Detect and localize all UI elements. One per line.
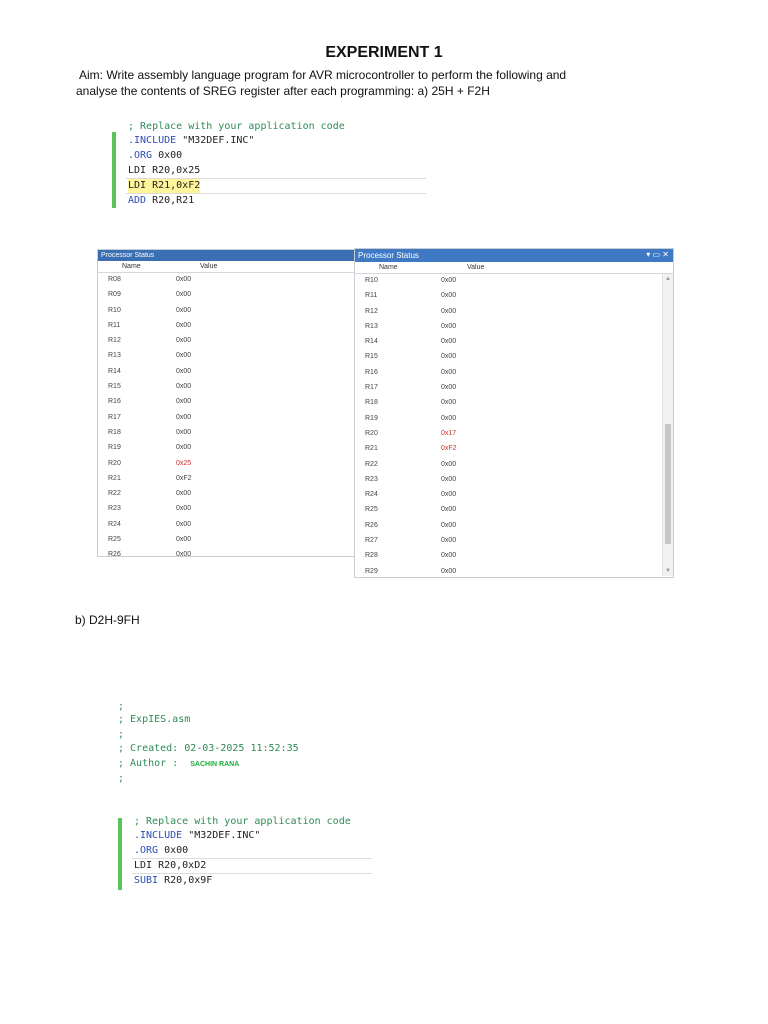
org-arg: 0x00 bbox=[158, 845, 189, 856]
register-row bbox=[98, 304, 360, 319]
register-name: R08 bbox=[108, 276, 121, 283]
register-value: 0x00 bbox=[441, 368, 457, 376]
column-header bbox=[355, 262, 673, 274]
register-value: 0x00 bbox=[176, 352, 192, 360]
author-prefix: ; Author : bbox=[118, 758, 191, 769]
register-row bbox=[98, 502, 360, 517]
register-name: R23 bbox=[365, 475, 378, 483]
register-row bbox=[98, 487, 360, 502]
register-row bbox=[355, 473, 673, 488]
subi-arg: R20,0x9F bbox=[158, 875, 213, 886]
register-value: 0x00 bbox=[176, 276, 192, 283]
scrollbar-thumb[interactable] bbox=[665, 424, 671, 544]
register-value: 0x00 bbox=[176, 444, 192, 452]
register-value: 0x00 bbox=[441, 338, 457, 346]
register-row bbox=[355, 534, 673, 549]
register-name: R10 bbox=[108, 306, 121, 314]
register-name: R23 bbox=[108, 505, 121, 513]
code-change-bar bbox=[118, 818, 122, 890]
register-row bbox=[355, 503, 673, 518]
code-ldi-line-2: LDI R21,0xF2 bbox=[128, 180, 201, 191]
register-row bbox=[98, 380, 360, 395]
register-name: R13 bbox=[365, 322, 378, 330]
register-row bbox=[355, 488, 673, 503]
register-name: R28 bbox=[365, 552, 378, 560]
vertical-scrollbar[interactable] bbox=[662, 274, 673, 576]
code-header-block bbox=[118, 700, 358, 790]
column-header bbox=[98, 261, 360, 273]
register-value: 0xF2 bbox=[441, 445, 457, 453]
code-add-line bbox=[128, 194, 194, 208]
org-arg: 0x00 bbox=[152, 150, 183, 161]
register-name: R15 bbox=[365, 353, 378, 361]
author-name: SACHIN RANA bbox=[190, 761, 240, 768]
register-name: R10 bbox=[365, 277, 378, 284]
register-value: 0x00 bbox=[176, 551, 192, 557]
register-row bbox=[98, 319, 360, 334]
register-value: 0x00 bbox=[441, 567, 457, 575]
register-name: R21 bbox=[108, 474, 121, 482]
subheading-b: b) D2H-9FH bbox=[75, 613, 140, 627]
register-value: 0x17 bbox=[441, 429, 457, 437]
page-title: EXPERIMENT 1 bbox=[325, 44, 443, 61]
col-name: Name bbox=[379, 264, 398, 271]
register-row bbox=[355, 565, 673, 578]
code-comment: ; Replace with your application code bbox=[134, 816, 351, 827]
include-directive: .INCLUDE bbox=[128, 135, 177, 146]
include-arg: "M32DEF.INC" bbox=[182, 830, 261, 841]
register-name: R14 bbox=[365, 338, 378, 346]
code-subi-line bbox=[134, 874, 212, 888]
col-name: Name bbox=[122, 263, 141, 270]
register-name: R27 bbox=[365, 537, 378, 545]
header-created: ; Created: 02-03-2025 11:52:35 bbox=[118, 743, 299, 754]
register-name: R20 bbox=[108, 459, 121, 467]
header-comment: ; bbox=[118, 729, 125, 740]
register-name: R24 bbox=[108, 520, 121, 528]
register-name: R22 bbox=[365, 460, 378, 468]
header-author-line bbox=[118, 757, 239, 772]
register-row bbox=[98, 288, 360, 303]
code-ldi-line: LDI R20,0xD2 bbox=[134, 860, 207, 871]
register-value: 0x00 bbox=[176, 413, 192, 421]
register-row bbox=[355, 289, 673, 304]
register-name: R13 bbox=[108, 352, 121, 360]
register-name: R20 bbox=[365, 429, 378, 437]
register-row bbox=[355, 519, 673, 534]
register-name: R21 bbox=[365, 445, 378, 453]
register-value: 0x00 bbox=[176, 398, 192, 406]
register-name: R12 bbox=[108, 337, 121, 345]
register-row bbox=[98, 426, 360, 441]
register-value: 0x00 bbox=[441, 521, 457, 529]
register-name: R29 bbox=[365, 567, 378, 575]
col-value: Value bbox=[467, 264, 485, 271]
register-name: R15 bbox=[108, 383, 121, 391]
register-row bbox=[355, 458, 673, 473]
register-name: R19 bbox=[108, 444, 121, 452]
register-name: R18 bbox=[365, 399, 378, 407]
register-value: 0x00 bbox=[441, 399, 457, 407]
register-name: R26 bbox=[365, 521, 378, 529]
register-value: 0x00 bbox=[441, 414, 457, 422]
include-directive: .INCLUDE bbox=[134, 830, 183, 841]
register-value: 0x00 bbox=[441, 292, 457, 300]
register-name: R25 bbox=[108, 536, 121, 544]
register-name: R18 bbox=[108, 428, 121, 436]
aim-line-2: analyse the contents of SREG register after each programming: a) 25H + F2H bbox=[76, 84, 490, 98]
register-name: R25 bbox=[365, 506, 378, 514]
code-block-a bbox=[112, 118, 422, 210]
include-arg: "M32DEF.INC" bbox=[176, 135, 255, 146]
code-block-b bbox=[118, 814, 378, 892]
register-name: R11 bbox=[108, 321, 121, 329]
scroll-up-icon[interactable]: ▲ bbox=[665, 276, 671, 282]
header-comment: ; bbox=[118, 773, 125, 784]
register-value: 0x00 bbox=[441, 537, 457, 545]
register-value: 0x00 bbox=[176, 367, 192, 375]
register-row bbox=[98, 533, 360, 548]
register-value: 0x00 bbox=[441, 460, 457, 468]
panel-header: Processor Status bbox=[355, 249, 673, 262]
register-value: 0x00 bbox=[441, 307, 457, 315]
register-row bbox=[98, 548, 360, 557]
org-directive: .ORG bbox=[128, 150, 153, 161]
register-row bbox=[355, 320, 673, 335]
register-value: 0x00 bbox=[176, 337, 192, 345]
register-row bbox=[98, 457, 360, 472]
register-value: 0x00 bbox=[176, 383, 192, 391]
register-value: 0x00 bbox=[441, 475, 457, 483]
register-row bbox=[355, 274, 673, 289]
register-row bbox=[98, 395, 360, 410]
register-name: R11 bbox=[365, 292, 378, 300]
register-row bbox=[98, 472, 360, 487]
header-filename: ; ExpIES.asm bbox=[118, 714, 191, 725]
register-value: 0x00 bbox=[441, 506, 457, 514]
register-row bbox=[355, 305, 673, 320]
add-arg: R20,R21 bbox=[146, 195, 195, 206]
register-row bbox=[98, 411, 360, 426]
register-value: 0x00 bbox=[441, 552, 457, 560]
register-row bbox=[355, 549, 673, 564]
register-name: R17 bbox=[108, 413, 121, 421]
register-name: R16 bbox=[108, 398, 121, 406]
register-value: 0x00 bbox=[176, 291, 192, 299]
scroll-down-icon[interactable]: ▼ bbox=[665, 568, 671, 574]
register-value: 0xF2 bbox=[176, 474, 192, 482]
register-name: R22 bbox=[108, 490, 121, 498]
register-row bbox=[98, 334, 360, 349]
register-row bbox=[355, 427, 673, 442]
register-value: 0x00 bbox=[176, 490, 192, 498]
register-row bbox=[98, 518, 360, 533]
code-org-line bbox=[128, 149, 182, 163]
code-org-line bbox=[134, 844, 188, 858]
register-name: R19 bbox=[365, 414, 378, 422]
register-value: 0x00 bbox=[176, 428, 192, 436]
code-include-line bbox=[134, 829, 260, 843]
subi-keyword: SUBI bbox=[134, 875, 159, 886]
col-value: Value bbox=[200, 263, 218, 270]
register-value: 0x00 bbox=[176, 505, 192, 513]
code-include-line bbox=[128, 134, 254, 148]
code-comment: ; Replace with your application code bbox=[128, 121, 345, 132]
panel-header: Processor Status bbox=[98, 250, 360, 261]
register-value: 0x25 bbox=[176, 459, 192, 467]
register-name: R09 bbox=[108, 291, 121, 299]
register-name: R16 bbox=[365, 368, 378, 376]
register-name: R12 bbox=[365, 307, 378, 315]
register-value: 0x00 bbox=[441, 353, 457, 361]
register-value: 0x00 bbox=[441, 322, 457, 330]
register-value: 0x00 bbox=[176, 520, 192, 528]
register-row bbox=[355, 442, 673, 457]
register-name: R14 bbox=[108, 367, 121, 375]
register-value: 0x00 bbox=[176, 321, 192, 329]
processor-status-panel-right bbox=[354, 248, 674, 578]
org-directive: .ORG bbox=[134, 845, 159, 856]
window-buttons[interactable]: ▾ ▭ ✕ bbox=[646, 250, 669, 259]
register-name: R26 bbox=[108, 551, 121, 557]
add-keyword: ADD bbox=[128, 195, 147, 206]
register-value: 0x00 bbox=[176, 306, 192, 314]
register-row bbox=[98, 365, 360, 380]
aim-line-1: Aim: Write assembly language program for AVR microcontroller to perform the following and bbox=[79, 68, 567, 82]
register-row bbox=[355, 412, 673, 427]
register-name: R24 bbox=[365, 491, 378, 499]
register-value: 0x00 bbox=[441, 277, 457, 284]
register-row bbox=[98, 273, 360, 288]
register-row bbox=[355, 381, 673, 396]
register-row bbox=[98, 441, 360, 456]
register-row bbox=[355, 396, 673, 411]
register-row bbox=[355, 335, 673, 350]
code-ldi-line-1: LDI R20,0x25 bbox=[128, 165, 201, 176]
aim-text bbox=[76, 67, 696, 99]
processor-status-panel-left bbox=[97, 249, 361, 557]
register-name: R17 bbox=[365, 384, 378, 392]
register-row bbox=[355, 366, 673, 381]
register-row bbox=[98, 349, 360, 364]
code-change-bar bbox=[112, 132, 116, 208]
register-row bbox=[355, 350, 673, 365]
register-value: 0x00 bbox=[441, 384, 457, 392]
register-value: 0x00 bbox=[441, 491, 457, 499]
register-value: 0x00 bbox=[176, 536, 192, 544]
header-comment: ; bbox=[118, 701, 125, 712]
